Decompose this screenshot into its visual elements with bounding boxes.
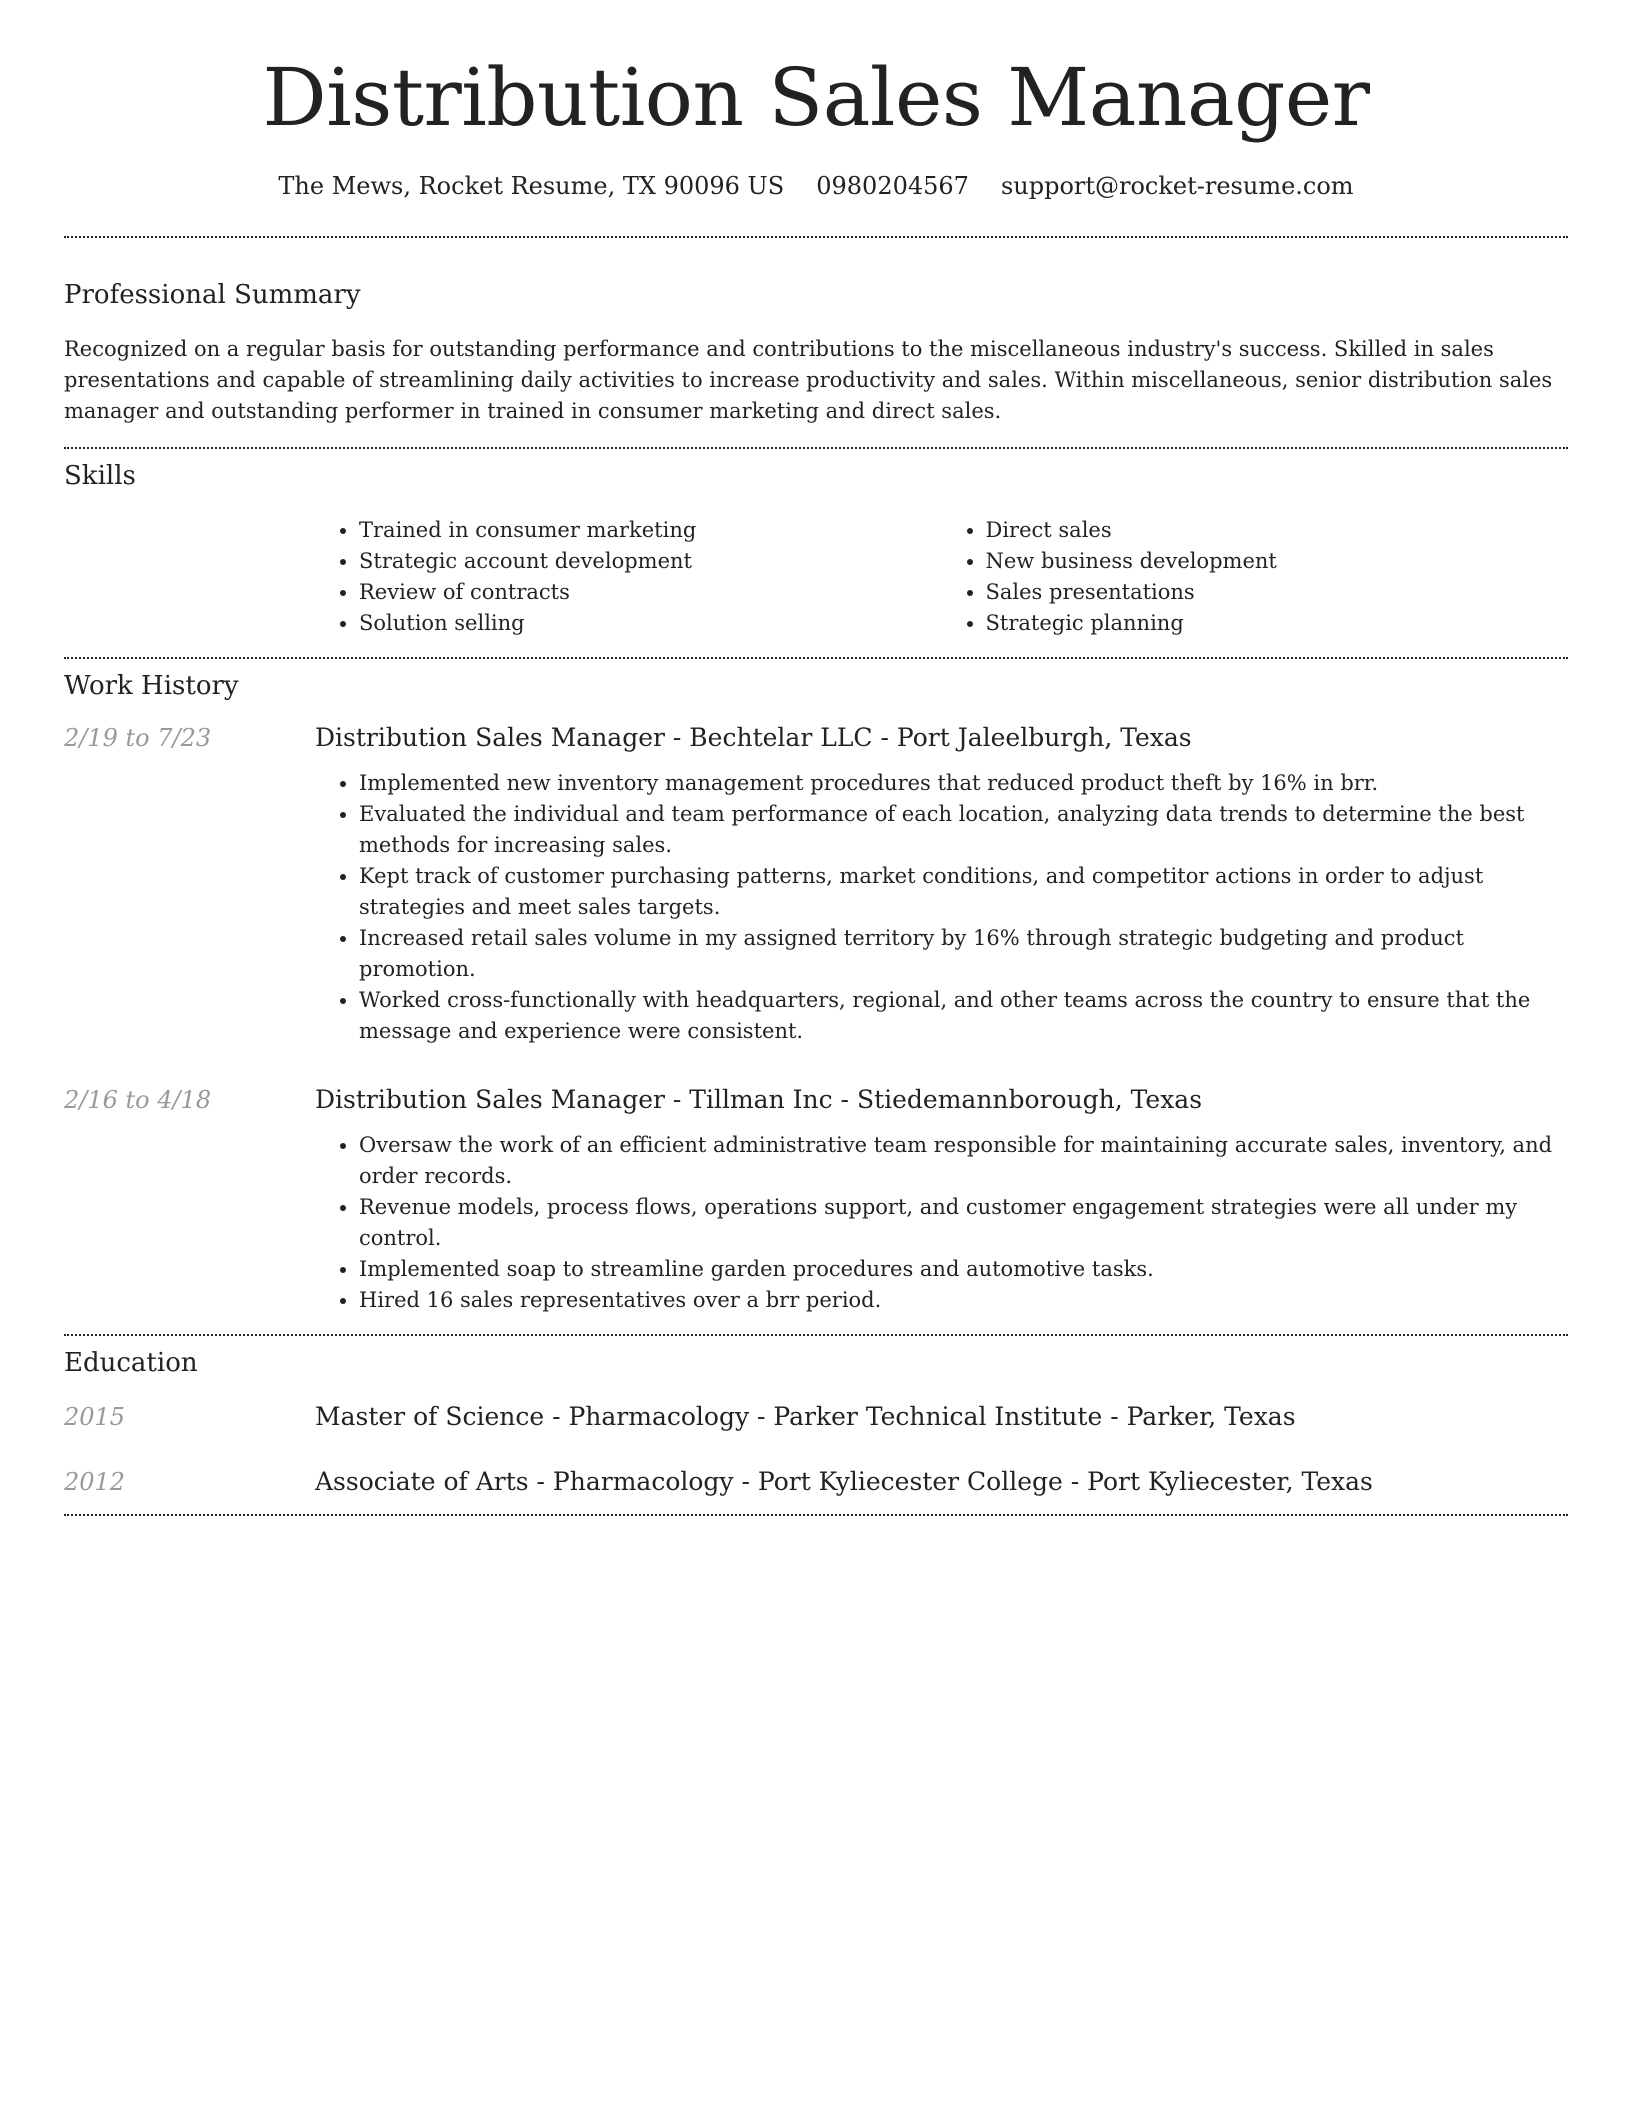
section-title-work-history: Work History [64, 671, 239, 701]
divider [64, 1514, 1568, 1516]
education-entry [64, 1402, 1568, 1431]
skills-list [315, 515, 1568, 639]
skills-column-left [315, 515, 942, 639]
education-year: 2015 [64, 1403, 126, 1431]
skill-item: • Strategic planning [986, 608, 1569, 639]
job-entry [64, 1085, 1568, 1316]
skill-item: • Solution selling [359, 608, 942, 639]
job-bullet: • Evaluated the individual and team performance of each location, analyzing data trends to determine the best methods for increasing sales. [359, 799, 1568, 861]
contact-line [64, 172, 1568, 200]
education-entry [64, 1467, 1568, 1496]
skill-item: • Strategic account development [359, 546, 942, 577]
skill-item: • Trained in consumer marketing [359, 515, 942, 546]
job-heading: Distribution Sales Manager - Bechtelar LLC - Port Jaleelburgh, Texas [315, 723, 1192, 752]
skills-section [64, 461, 1568, 639]
job-bullet: • Revenue models, process flows, operations support, and customer engagement strategies were all under my control. [359, 1192, 1568, 1254]
divider [64, 447, 1568, 449]
divider [64, 657, 1568, 659]
skill-item: • Review of contracts [359, 577, 942, 608]
job-bullet: • Implemented new inventory management procedures that reduced product theft by 16% in brr. [359, 768, 1568, 799]
job-heading: Distribution Sales Manager - Tillman Inc - Stiedemannborough, Texas [315, 1085, 1203, 1114]
section-title-summary: Professional Summary [64, 280, 361, 310]
contact-address: The Mews, Rocket Resume, TX 90096 US [278, 172, 785, 200]
job-entry [64, 723, 1568, 1047]
job-bullets [315, 768, 1568, 1047]
summary-section [64, 280, 1568, 427]
job-dates: 2/16 to 4/18 [64, 1086, 212, 1114]
skill-item: • Sales presentations [986, 577, 1569, 608]
job-bullet: • Hired 16 sales representatives over a brr period. [359, 1285, 1568, 1316]
job-bullet: • Worked cross-functionally with headquarters, regional, and other teams across the country to ensure that the message and experience were consistent. [359, 985, 1568, 1047]
education-year: 2012 [64, 1468, 126, 1496]
job-header [64, 723, 1568, 752]
summary-text: Recognized on a regular basis for outstanding performance and contributions to the miscellaneous industry's success. Skilled in sales presentations and capable of streamlining daily activities to increase productivity and sales. Within miscellaneous, senior distribution sales manager and outstanding performer in trained in consumer marketing and direct sales. [64, 337, 1553, 423]
job-bullet: • Oversaw the work of an efficient administrative team responsible for maintaining accurate sales, inventory, and order records. [359, 1130, 1568, 1192]
contact-phone: 0980204567 [816, 172, 969, 200]
job-bullet: • Implemented soap to streamline garden procedures and automotive tasks. [359, 1254, 1568, 1285]
resume-name: Distribution Sales Manager [262, 51, 1370, 144]
work-history-section [64, 671, 1568, 1316]
divider [64, 236, 1568, 238]
education-heading: Associate of Arts - Pharmacology - Port Kyliecester College - Port Kyliecester, Texas [315, 1467, 1373, 1496]
skill-item: • New business development [986, 546, 1569, 577]
job-header [64, 1085, 1568, 1114]
skills-column-right [942, 515, 1569, 639]
education-heading: Master of Science - Pharmacology - Parker Technical Institute - Parker, Texas [315, 1402, 1296, 1431]
skill-item: • Direct sales [986, 515, 1569, 546]
job-dates: 2/19 to 7/23 [64, 724, 212, 752]
job-bullet: • Increased retail sales volume in my assigned territory by 16% through strategic budgeting and product promotion. [359, 923, 1568, 985]
section-title-skills: Skills [64, 461, 136, 491]
divider [64, 1334, 1568, 1336]
job-bullets [315, 1130, 1568, 1316]
job-bullet: • Kept track of customer purchasing patterns, market conditions, and competitor actions in order to adjust strategies and meet sales targets. [359, 861, 1568, 923]
section-title-education: Education [64, 1348, 198, 1378]
education-section [64, 1348, 1568, 1496]
contact-email: support@rocket-resume.com [1000, 172, 1354, 200]
